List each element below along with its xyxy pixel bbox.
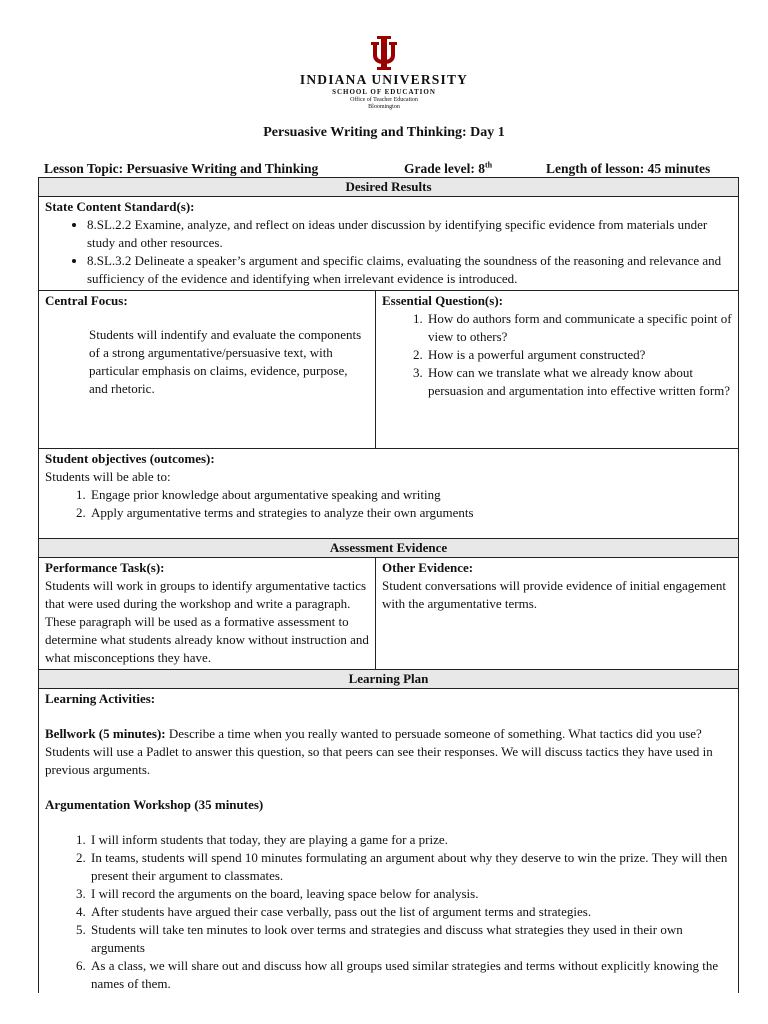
objectives-intro: Students will be able to: bbox=[45, 469, 171, 484]
workshop-step: 5. Students will take ten minutes to look over terms and strategies and discuss what strategies they used in their own arguments bbox=[89, 921, 732, 957]
desired-results-heading: Desired Results bbox=[39, 178, 739, 197]
assessment-evidence-heading: Assessment Evidence bbox=[39, 539, 739, 558]
learning-plan-heading: Learning Plan bbox=[39, 670, 739, 689]
central-focus-label: Central Focus: bbox=[45, 293, 128, 308]
state-standards-cell bbox=[39, 197, 739, 291]
central-focus-cell bbox=[39, 291, 376, 449]
learning-activities-label: Learning Activities: bbox=[45, 691, 156, 706]
document-title: Persuasive Writing and Thinking: Day 1 bbox=[263, 125, 505, 140]
bellwork-text: Describe a time when you really wanted to persuade someone of something. What tactics did you use? Students will use a Padlet to answer this question, so that peers can see their responses. We will discuss tactics they have used in previous arguments. bbox=[45, 726, 713, 777]
essential-question: 2. How is a powerful argument constructed? bbox=[426, 346, 732, 364]
grade-level: Grade level: 8th bbox=[404, 160, 493, 176]
workshop-step: 6. As a class, we will share out and discuss how all groups used similar strategies and terms without explicitly knowing the names of them. bbox=[89, 957, 732, 993]
other-evidence-text: Student conversations will provide evidence of initial engagement with the argumentative terms. bbox=[382, 578, 727, 611]
objective-item: 1. Engage prior knowledge about argumentative speaking and writing bbox=[89, 486, 732, 504]
bellwork-paragraph bbox=[45, 725, 732, 779]
standard-item: • 8.SL.2.2 Examine, analyze, and reflect on ideas under discussion by identifying specific evidence from materials under study and other resources. bbox=[87, 216, 732, 252]
workshop-label: Argumentation Workshop (35 minutes) bbox=[45, 797, 264, 812]
indiana-university-logo-icon bbox=[368, 36, 400, 70]
office-name: Office of Teacher Education bbox=[350, 97, 418, 103]
learning-activities-cell bbox=[39, 689, 739, 994]
workshop-step: 4. After students have argued their case verbally, pass out the list of argument terms and strategies. bbox=[89, 903, 732, 921]
campus-name: Bloomington bbox=[368, 104, 400, 110]
workshop-step: 3. I will record the arguments on the board, leaving space below for analysis. bbox=[89, 885, 732, 903]
standards-list bbox=[45, 216, 732, 288]
workshop-step: 1. I will inform students that today, they are playing a game for a prize. bbox=[89, 831, 732, 849]
lesson-topic: Lesson Topic: Persuasive Writing and Thinking bbox=[44, 161, 319, 176]
other-evidence-label: Other Evidence: bbox=[382, 560, 474, 575]
document-header bbox=[0, 36, 768, 111]
essential-question: 1. How do authors form and communicate a specific point of view to others? bbox=[426, 310, 732, 346]
school-name: SCHOOL OF EDUCATION bbox=[332, 88, 436, 96]
objectives-list bbox=[45, 486, 732, 522]
essential-questions-cell bbox=[376, 291, 739, 449]
university-name: INDIANA UNIVERSITY bbox=[299, 72, 469, 87]
other-evidence-cell bbox=[376, 558, 739, 670]
essential-questions-list bbox=[382, 310, 732, 400]
central-focus-text: Students will indentify and evaluate the components of a strong argumentative/persuasive text, with particular emphasis on claims, evidence, purpose, and rhetoric. bbox=[89, 327, 362, 396]
essential-questions-label: Essential Question(s): bbox=[382, 293, 503, 308]
essential-question: 3. How can we translate what we already know about persuasion and argumentation into effective written form? bbox=[426, 364, 732, 400]
state-standards-label: State Content Standard(s): bbox=[45, 199, 195, 214]
lesson-plan-table bbox=[38, 177, 739, 993]
bellwork-label: Bellwork (5 minutes): bbox=[45, 726, 166, 741]
performance-task-cell bbox=[39, 558, 376, 670]
objective-item: 2. Apply argumentative terms and strategies to analyze their own arguments bbox=[89, 504, 732, 522]
standard-item: • 8.SL.3.2 Delineate a speaker’s argument and specific claims, evaluating the soundness of the reasoning and relevance and sufficiency of the evidence and identifying when irrelevant evidence is introduced. bbox=[87, 252, 732, 288]
performance-task-text: Students will work in groups to identify argumentative tactics that were used during the workshop and write a paragraph. These paragraph will be used as a formative assessment to determine what students already know without instruction and what misconceptions they have. bbox=[45, 578, 369, 665]
performance-task-label: Performance Task(s): bbox=[45, 560, 165, 575]
student-objectives-cell bbox=[39, 449, 739, 539]
workshop-step: 2. In teams, students will spend 10 minutes formulating an argument about why they deserve to win the prize. They will then present their argument to classmates. bbox=[89, 849, 732, 885]
workshop-steps-list bbox=[45, 831, 732, 993]
lesson-length: Length of lesson: 45 minutes bbox=[546, 161, 711, 176]
objectives-label: Student objectives (outcomes): bbox=[45, 451, 215, 466]
